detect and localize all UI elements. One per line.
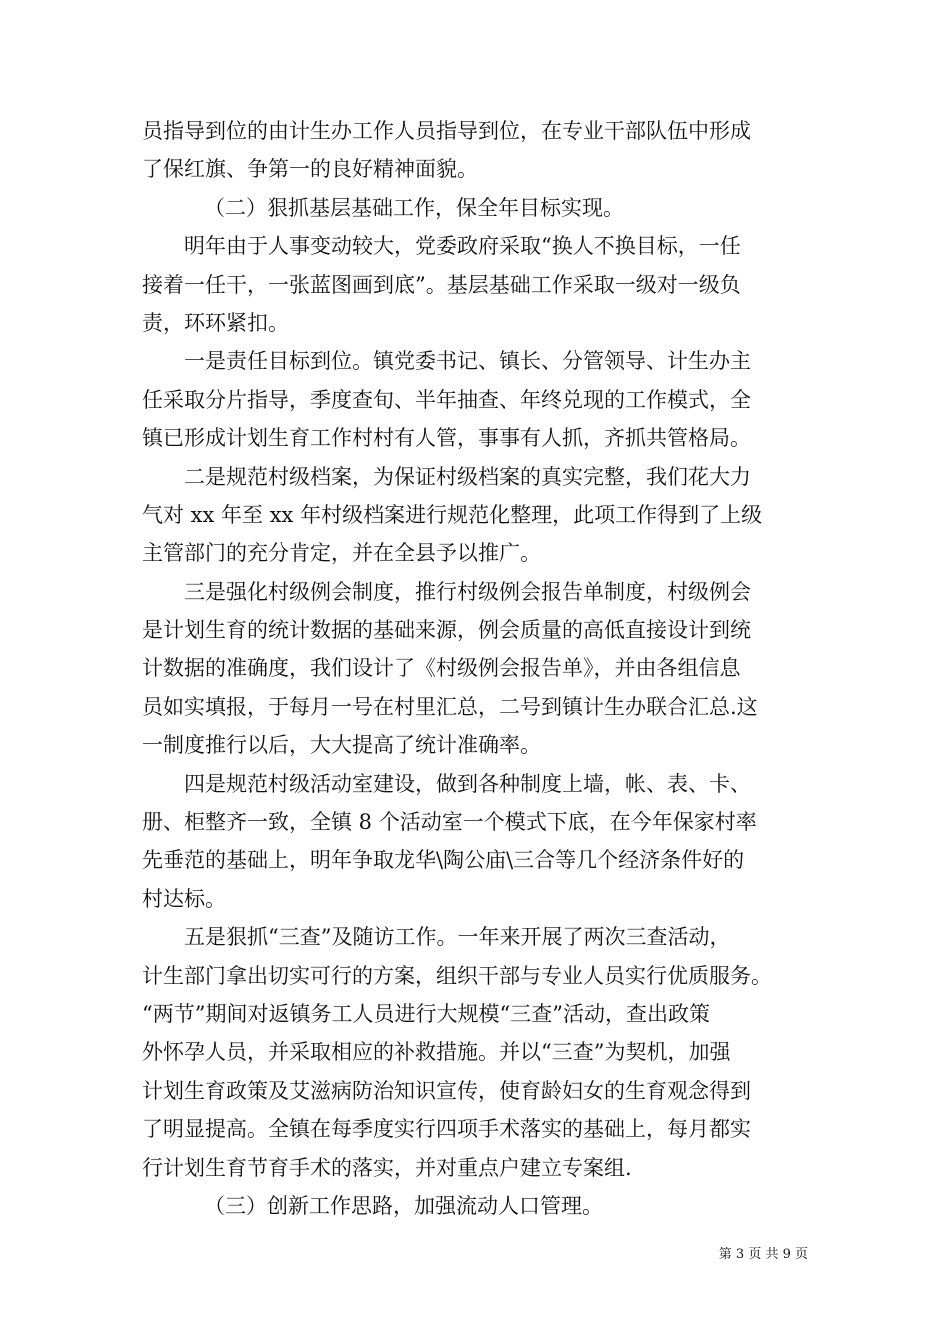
text-line: “两节”期间对返镇务工人员进行大规模“三查”活动，查出政策	[142, 1001, 710, 1026]
text-line: 员如实填报，于每月一号在村里汇总，二号到镇计生办联合汇总.这	[142, 694, 758, 719]
paragraph-first-line: 五是狠抓“三查”及随访工作。一年来开展了两次三查活动，	[184, 925, 731, 950]
paragraph-first-line: 明年由于人事变动较大，党委政府采取“换人不换目标，一任	[184, 234, 741, 259]
text-line: 一制度推行以后，大大提高了统计准确率。	[142, 733, 541, 758]
text-line: 气对 xx 年至 xx 年村级档案进行规范化整理，此项工作得到了上级	[142, 502, 763, 527]
text-line: 是计划生育的统计数据的基础来源，例会质量的高低直接设计到统	[142, 618, 751, 643]
text-line: 村达标。	[142, 886, 226, 911]
paragraph-first-line: 二是规范村级档案，为保证村级档案的真实完整，我们花大力	[184, 464, 751, 489]
text-line: 责，环环紧扣。	[142, 310, 289, 335]
text-line: 了明显提高。全镇在每季度实行四项手术落实的基础上，每月都实	[142, 1117, 751, 1142]
text-line: 外怀孕人员，并采取相应的补救措施。并以“三查”为契机，加强	[142, 1040, 731, 1065]
text-line: 主管部门的充分肯定，并在全县予以推广。	[142, 541, 541, 566]
paragraph-first-line: 四是规范村级活动室建设，做到各种制度上墙，帐、表、卡、	[184, 771, 751, 796]
section-heading: （三）创新工作思路，加强流动人口管理。	[204, 1193, 603, 1218]
text-line: 先垂范的基础上，明年争取龙华\陶公庙\三合等几个经济条件好的	[142, 848, 745, 873]
paragraph-first-line: 一是责任目标到位。镇党委书记、镇长、分管领导、计生办主	[184, 349, 751, 374]
text-line: 计划生育政策及艾滋病防治知识宣传，使育龄妇女的生育观念得到	[142, 1078, 751, 1103]
text-line: 员指导到位的由计生办工作人员指导到位，在专业干部队伍中形成	[142, 119, 751, 143]
text-line: 计数据的准确度，我们设计了《村级例会报告单》，并由各组信息	[142, 656, 741, 681]
text-line: 接着一任干，一张蓝图画到底”。基层基础工作采取一级对一级负	[142, 272, 741, 297]
text-line: 计生部门拿出切实可行的方案，组织干部与专业人员实行优质服务。	[142, 963, 772, 988]
text-line: 了保红旗、争第一的良好精神面貌。	[142, 157, 478, 182]
page-number: 第 3 页 共 9 页	[718, 1247, 808, 1262]
section-heading: （二）狠抓基层基础工作，保全年目标实现。	[204, 195, 624, 220]
text-line: 册、柜整齐一致，全镇 8 个活动室一个模式下底，在今年保家村率	[142, 810, 757, 835]
document-body	[142, 112, 812, 1225]
text-line: 行计划生育节育手术的落实，并对重点户建立专案组.	[142, 1155, 632, 1180]
text-line: 任采取分片指导，季度查旬、半年抽查、年终兑现的工作模式，全	[142, 387, 751, 412]
paragraph-first-line: 三是强化村级例会制度，推行村级例会报告单制度，村级例会	[184, 579, 751, 604]
text-line: 镇已形成计划生育工作村村有人管，事事有人抓，齐抓共管格局。	[142, 426, 751, 451]
